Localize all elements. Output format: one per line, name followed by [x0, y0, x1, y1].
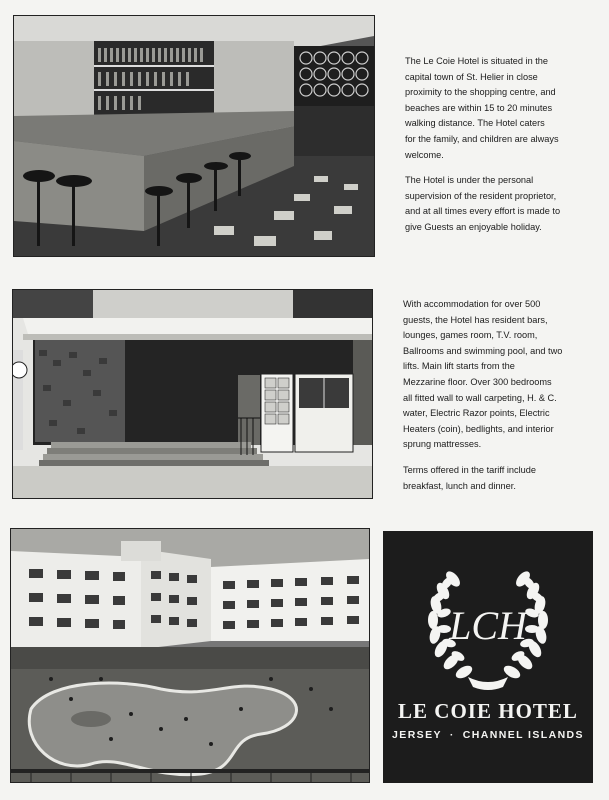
location-separator: · [449, 729, 455, 741]
description-facilities [403, 297, 595, 504]
description-intro [405, 54, 590, 246]
hotel-location [383, 729, 593, 741]
terms-paragraph: Terms offered in the tariff include breakfast, lunch and dinner. [403, 464, 536, 491]
monogram-text: LCH [449, 603, 527, 648]
swimming-pool-photo [10, 528, 370, 783]
location-channel-islands: CHANNEL ISLANDS [462, 729, 584, 741]
location-jersey: JERSEY [392, 729, 442, 741]
hotel-logo-card [383, 531, 593, 783]
bar-interior-photo [13, 15, 375, 257]
intro-paragraph-location: The Le Coie Hotel is situated in the capital town of St. Helier in close proximity to the shopping centre, and beaches are within 15 to 20 minutes walking distance. The Hotel caters for the family, and children are always welcome. [405, 56, 559, 160]
facilities-paragraph: With accommodation for over 500 guests, the Hotel has resident bars, lounges, games room, T.V. room, Ballrooms and swimming pool, and two lifts. Main lift starts from the Mezzarine floor. Over 300 bedrooms all fitted wall to wall carpeting, H. & C. water, Electric Razor points, Electric Heaters (coin), bedlights, and interior sprung mattresses. [403, 299, 563, 450]
hotel-name: LE COIE HOTEL [398, 699, 578, 723]
intro-paragraph-supervision: The Hotel is under the personal supervision of the resident proprietor, and at all times every effort is made to give Guests an enjoyable holiday. [405, 175, 561, 232]
laurel-wreath-monogram-icon [423, 559, 553, 694]
entrance-photo [12, 289, 373, 499]
